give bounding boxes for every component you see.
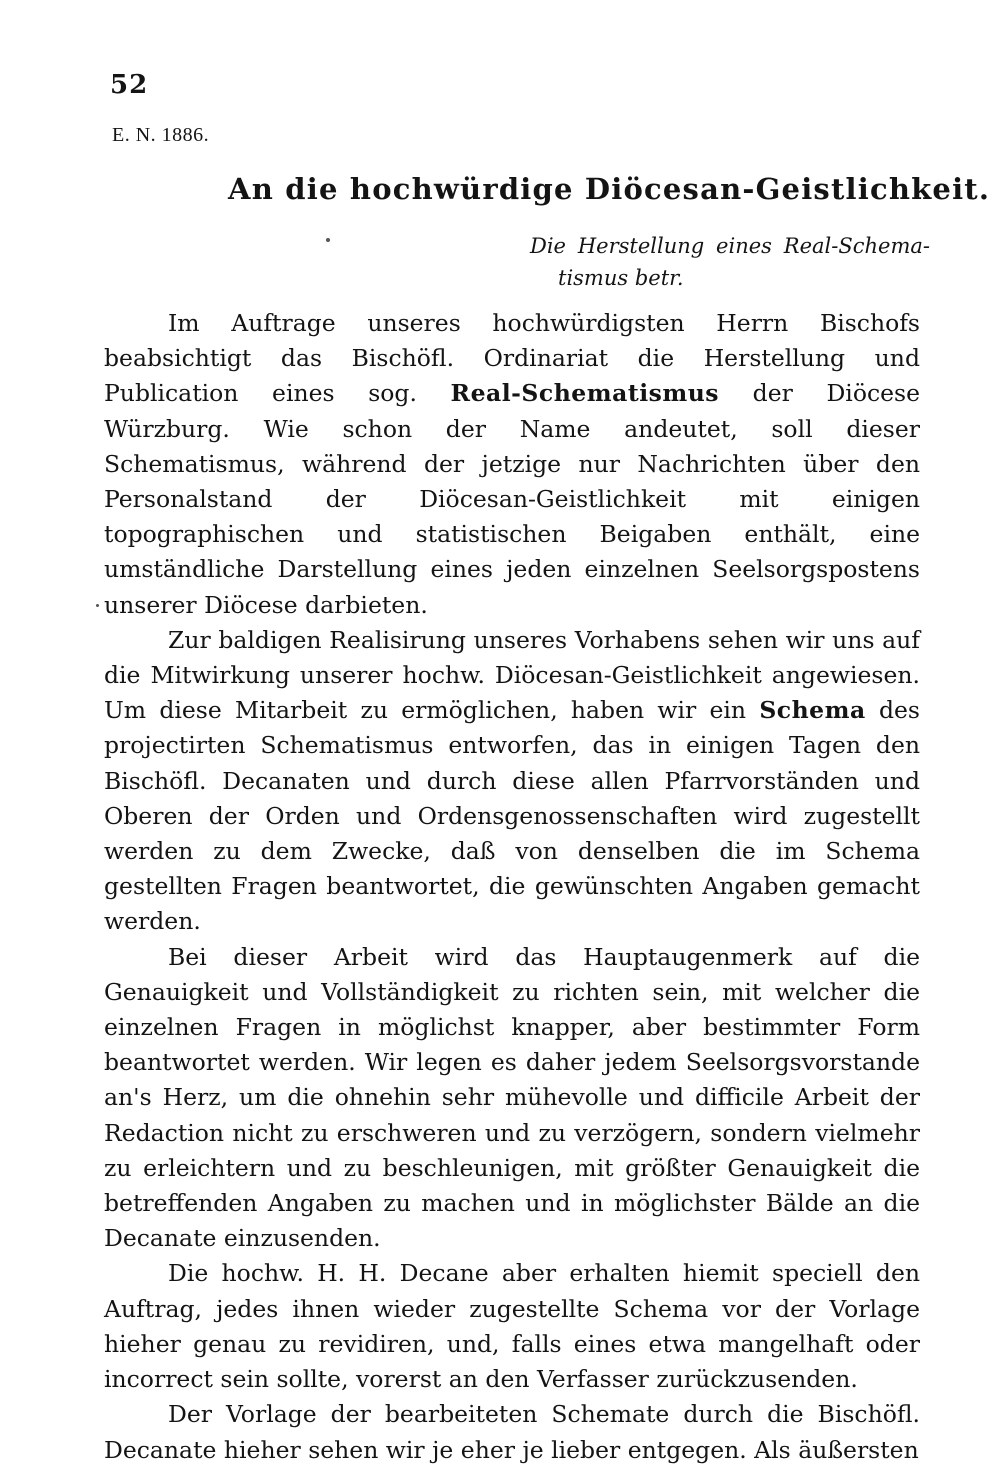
- paragraph-1-text-b: der Diöcese Würzburg. Wie schon der Name andeutet, soll dieser Schematismus, während der jetzige nur Nachrichten über den Personalstand der Diöcesan-Geistlichkeit mit einigen topographischen und statistischen Beigaben enthält, eine umständliche Darstellung eines jeden einzelnen Seelsorgspostens unserer Diöcese darbieten.: [104, 379, 921, 619]
- paper-speck: [96, 604, 99, 607]
- body-text: [104, 306, 920, 1468]
- subject-line-2: tismus betr.: [558, 266, 684, 290]
- paragraph-2-emphasis: Schema: [759, 696, 866, 725]
- paragraph-3-text: Bei dieser Arbeit wird das Hauptaugenmerk auf die Genauigkeit und Vollständigkeit zu richten sein, mit welcher die einzelnen Fragen in möglichst knapper, aber bestimmter Form beantwortet werden. Wir legen es daher jedem Seelsorgsvorstande an's Herz, um die ohnehin sehr mühevolle und difficile Arbeit der Redaction nicht zu erschweren und zu verzögern, sondern vielmehr zu erleichtern und zu beschleunigen, mit größter Genauigkeit die betreffenden Angaben zu machen und in möglichster Bälde an die Decanate einzusenden.: [104, 942, 920, 1253]
- paragraph-2-text-a: Zur baldigen Realisirung unseres Vorhabens sehen wir uns auf die Mitwirkung unserer hochw. Diöcesan-Geistlichkeit angewiesen. Um diese Mitarbeit zu ermöglichen, haben wir ein: [104, 625, 920, 725]
- paragraph-5: [104, 1397, 920, 1467]
- page-number: 52: [110, 70, 149, 100]
- paragraph-2: [104, 623, 920, 940]
- paragraph-4: [104, 1256, 920, 1397]
- subject-line-1: Die Herstellung eines Real-Schema-: [530, 234, 930, 258]
- paragraph-5-text: Der Vorlage der bearbeiteten Schemate durch die Bischöfl. Decanate hieher sehen wir je eher je lieber entgegen. Als äußersten: [104, 1400, 920, 1464]
- document-heading: An die hochwürdige Diöcesan-Geistlichkeit.: [228, 172, 991, 206]
- reference-number: E. N. 1886.: [112, 124, 210, 146]
- paragraph-2-text-b: des projectirten Schematismus entworfen, das in einigen Tagen den Bischöfl. Decanaten und durch diese allen Pfarrvorständen und Oberen der Orden und Ordensgenossenschaften wird zugestellt werden zu dem Zwecke, daß von denselben die im Schema gestellten Fragen beantwortet, die gewünschten Angaben gemacht werden.: [104, 696, 920, 936]
- paragraph-1-emphasis: Real-Schematismus: [450, 379, 720, 408]
- paragraph-1-text-a: Im Auftrage unseres hochwürdigsten Herrn Bischofs beabsichtigt das Bischöfl. Ordinariat die Herstellung und Publication eines sog.: [104, 309, 920, 408]
- paragraph-4-text: Die hochw. H. H. Decane aber erhalten hiemit speciell den Auftrag, jedes ihnen wieder zugestellte Schema vor der Vorlage hieher genau zu revidiren, und, falls eines etwa mangelhaft oder incorrect sein sollte, vorerst an den Verfasser zurückzusenden.: [104, 1259, 920, 1394]
- paragraph-3: [104, 940, 920, 1257]
- paper-speck: [326, 238, 330, 242]
- subject-note: [530, 230, 930, 294]
- paragraph-1: [104, 306, 920, 623]
